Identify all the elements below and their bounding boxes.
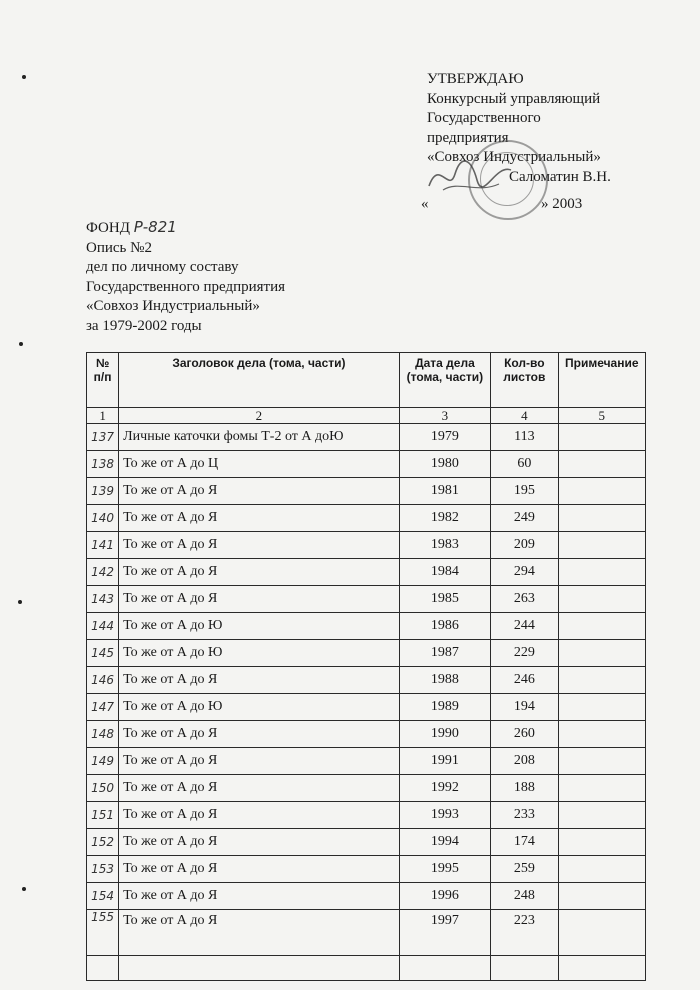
row-title: То же от А до Ц — [119, 451, 400, 478]
table-row — [87, 775, 646, 802]
row-year: 1992 — [399, 775, 490, 802]
row-sheets: 194 — [491, 694, 558, 721]
row-note — [558, 586, 645, 613]
inventory-number: Опись №2 — [86, 239, 152, 256]
row-title: То же от А до Ю — [119, 694, 400, 721]
row-note — [558, 748, 645, 775]
row-year: 1993 — [399, 802, 490, 829]
empty-cell — [119, 956, 400, 981]
row-note — [558, 721, 645, 748]
scan-speck — [22, 75, 26, 79]
row-sheets: 244 — [491, 613, 558, 640]
approval-org-line1: Государственного — [427, 110, 541, 126]
row-year: 1987 — [399, 640, 490, 667]
row-note — [558, 667, 645, 694]
row-number: 141 — [87, 532, 119, 559]
approval-heading: УТВЕРЖДАЮ — [427, 71, 524, 87]
row-sheets: 259 — [491, 856, 558, 883]
row-sheets: 208 — [491, 748, 558, 775]
column-number-row — [87, 408, 646, 424]
row-sheets: 223 — [491, 910, 558, 956]
row-year: 1991 — [399, 748, 490, 775]
row-note — [558, 910, 645, 956]
row-number: 151 — [87, 802, 119, 829]
row-number: 148 — [87, 721, 119, 748]
document-header — [86, 218, 285, 336]
row-number: 143 — [87, 586, 119, 613]
approval-signer: Саломатин В.Н. — [509, 168, 611, 185]
table-row — [87, 829, 646, 856]
fond-line — [86, 218, 285, 239]
row-title: То же от А до Я — [119, 478, 400, 505]
row-year: 1990 — [399, 721, 490, 748]
row-note — [558, 478, 645, 505]
scan-speck — [22, 887, 26, 891]
column-number: 3 — [399, 408, 490, 424]
column-number: 5 — [558, 408, 645, 424]
row-year: 1979 — [399, 424, 490, 451]
table-row — [87, 748, 646, 775]
row-sheets: 263 — [491, 586, 558, 613]
row-year: 1981 — [399, 478, 490, 505]
row-number: 142 — [87, 559, 119, 586]
row-title: То же от А до Я — [119, 721, 400, 748]
row-note — [558, 424, 645, 451]
table-row — [87, 532, 646, 559]
row-title: То же от А до Я — [119, 775, 400, 802]
row-sheets: 113 — [491, 424, 558, 451]
row-sheets: 246 — [491, 667, 558, 694]
row-sheets: 260 — [491, 721, 558, 748]
table-row — [87, 613, 646, 640]
row-title: То же от А до Я — [119, 586, 400, 613]
approval-year: 2003 — [552, 196, 583, 212]
row-year: 1996 — [399, 883, 490, 910]
row-note — [558, 802, 645, 829]
row-year: 1988 — [399, 667, 490, 694]
row-number: 153 — [87, 856, 119, 883]
row-year: 1985 — [399, 586, 490, 613]
row-note — [558, 694, 645, 721]
table-row — [87, 424, 646, 451]
row-number: 138 — [87, 451, 119, 478]
table-row — [87, 802, 646, 829]
table-row — [87, 640, 646, 667]
col-header-note: Примечание — [558, 353, 645, 408]
row-note — [558, 883, 645, 910]
row-year: 1984 — [399, 559, 490, 586]
fond-label: ФОНД — [86, 220, 130, 236]
col-header-date: Дата дела (тома, части) — [399, 353, 490, 408]
row-note — [558, 829, 645, 856]
row-note — [558, 451, 645, 478]
row-title: То же от А до Я — [119, 559, 400, 586]
approval-org-name: «Совхоз Индустриальный» — [427, 149, 601, 165]
col-header-number: № п/п — [87, 353, 119, 408]
row-title: То же от А до Ю — [119, 613, 400, 640]
row-note — [558, 532, 645, 559]
fond-number: Р-821 — [133, 218, 177, 236]
row-year: 1995 — [399, 856, 490, 883]
row-note — [558, 640, 645, 667]
table-row — [87, 505, 646, 532]
row-number: 149 — [87, 748, 119, 775]
row-number: 137 — [87, 424, 119, 451]
approval-org-line2: предприятия — [427, 129, 509, 146]
row-title: То же от А до Я — [119, 910, 400, 956]
empty-cell — [491, 956, 558, 981]
date-close-quote: » — [541, 196, 549, 212]
header-line1: дел по личному составу — [86, 259, 239, 275]
row-year: 1997 — [399, 910, 490, 956]
row-title: То же от А до Я — [119, 802, 400, 829]
row-number: 145 — [87, 640, 119, 667]
table-head — [87, 353, 646, 408]
row-title: То же от А до Я — [119, 883, 400, 910]
inventory-table — [86, 352, 646, 981]
table-row — [87, 910, 646, 956]
table-row-empty — [87, 956, 646, 981]
table-body — [87, 408, 646, 981]
row-sheets: 294 — [491, 559, 558, 586]
row-sheets: 248 — [491, 883, 558, 910]
table-row — [87, 478, 646, 505]
table-row — [87, 559, 646, 586]
row-number: 140 — [87, 505, 119, 532]
signature-icon — [425, 150, 515, 200]
row-sheets: 209 — [491, 532, 558, 559]
approval-position: Конкурсный управляющий — [427, 90, 601, 107]
table-row — [87, 694, 646, 721]
empty-cell — [87, 956, 119, 981]
header-line2: Государственного предприятия — [86, 278, 286, 295]
row-number: 155 — [87, 910, 119, 956]
column-number: 1 — [87, 408, 119, 424]
header-row — [87, 353, 646, 408]
column-number: 4 — [491, 408, 558, 424]
table-row — [87, 451, 646, 478]
row-number: 139 — [87, 478, 119, 505]
row-note — [558, 613, 645, 640]
date-open-quote: « — [421, 196, 429, 212]
row-sheets: 195 — [491, 478, 558, 505]
row-title: То же от А до Я — [119, 856, 400, 883]
row-year: 1983 — [399, 532, 490, 559]
header-line3: «Совхоз Индустриальный» — [86, 298, 260, 314]
header-line4: за 1979-2002 годы — [86, 317, 202, 334]
row-number: 144 — [87, 613, 119, 640]
table-row — [87, 586, 646, 613]
scan-speck — [18, 600, 22, 604]
table-row — [87, 856, 646, 883]
row-sheets: 233 — [491, 802, 558, 829]
row-year: 1994 — [399, 829, 490, 856]
row-sheets: 229 — [491, 640, 558, 667]
row-year: 1980 — [399, 451, 490, 478]
row-note — [558, 775, 645, 802]
col-header-title: Заголовок дела (тома, части) — [119, 353, 400, 408]
row-year: 1982 — [399, 505, 490, 532]
row-number: 152 — [87, 829, 119, 856]
row-note — [558, 505, 645, 532]
row-title: То же от А до Я — [119, 748, 400, 775]
column-number: 2 — [119, 408, 400, 424]
row-note — [558, 559, 645, 586]
col-header-sheets: Кол-во листов — [491, 353, 558, 408]
row-sheets: 174 — [491, 829, 558, 856]
row-sheets: 60 — [491, 451, 558, 478]
scan-speck — [19, 342, 23, 346]
row-sheets: 249 — [491, 505, 558, 532]
table-row — [87, 721, 646, 748]
row-title: То же от А до Ю — [119, 640, 400, 667]
table-row — [87, 667, 646, 694]
row-number: 146 — [87, 667, 119, 694]
empty-cell — [558, 956, 645, 981]
row-number: 147 — [87, 694, 119, 721]
row-year: 1986 — [399, 613, 490, 640]
row-number: 154 — [87, 883, 119, 910]
empty-cell — [399, 956, 490, 981]
row-title: То же от А до Я — [119, 829, 400, 856]
row-title: То же от А до Я — [119, 505, 400, 532]
row-number: 150 — [87, 775, 119, 802]
row-note — [558, 856, 645, 883]
row-sheets: 188 — [491, 775, 558, 802]
row-title: То же от А до Я — [119, 667, 400, 694]
row-title: То же от А до Я — [119, 532, 400, 559]
row-year: 1989 — [399, 694, 490, 721]
table-row — [87, 883, 646, 910]
row-title: Личные каточки фомы Т-2 от А доЮ — [119, 424, 400, 451]
